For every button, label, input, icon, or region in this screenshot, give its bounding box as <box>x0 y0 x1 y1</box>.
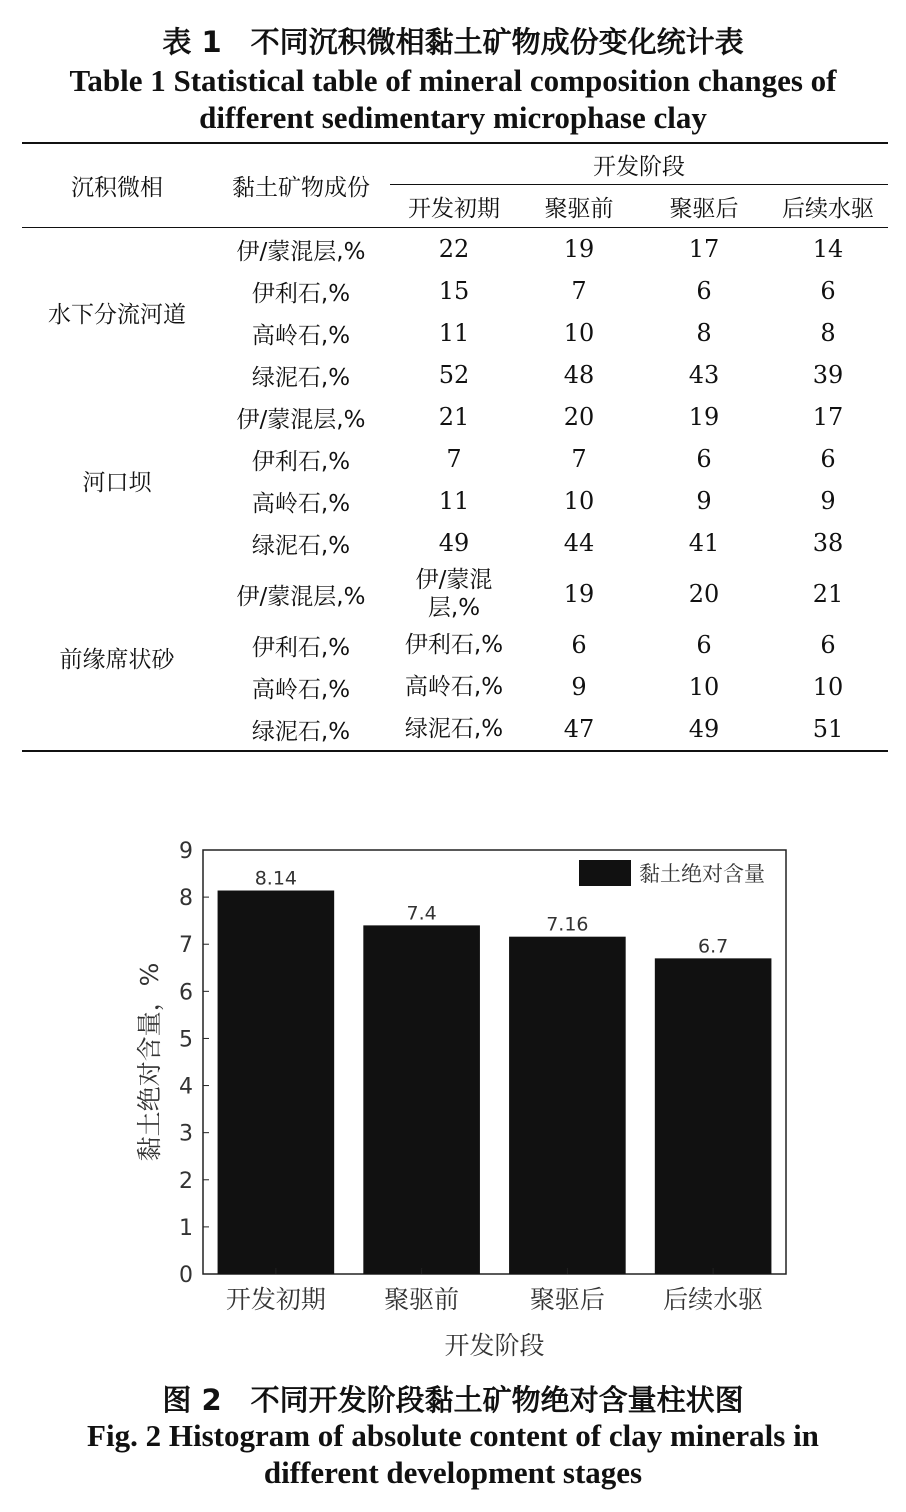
value-cell: 6 <box>820 277 836 305</box>
value-cell: 14 <box>812 235 844 263</box>
value-cell: 7 <box>571 445 587 473</box>
value-cell: 10 <box>563 487 595 515</box>
value-cell: 19 <box>563 235 595 263</box>
figure-caption-en-line1: Fig. 2 Histogram of absolute content of clay minerals in <box>87 1418 819 1453</box>
header-stage: 开发初期 <box>408 195 500 222</box>
clay-content-bar-chart <box>0 820 906 1380</box>
value-cell: 6 <box>696 631 712 659</box>
y-tick-label: 1 <box>179 1215 193 1241</box>
bar <box>655 958 772 1274</box>
y-tick-label: 0 <box>179 1263 193 1288</box>
value-cell: 49 <box>438 529 470 557</box>
mineral-cell: 伊/蒙混层,% <box>236 583 366 610</box>
value-cell: 6 <box>820 445 836 473</box>
x-tick-label: 聚驱前 <box>384 1285 460 1314</box>
y-tick-label: 5 <box>179 1027 193 1053</box>
y-tick-label: 3 <box>179 1121 193 1147</box>
figure-caption-cn: 图 2 不同开发阶段黏土矿物绝对含量柱状图 <box>162 1383 744 1417</box>
value-cell: 9 <box>696 487 712 515</box>
bar <box>509 937 626 1274</box>
table-row <box>22 396 888 438</box>
value-cell: 6 <box>696 445 712 473</box>
facies-cell: 前缘席状砂 <box>59 646 175 673</box>
mineral-cell: 伊利石,% <box>251 448 351 475</box>
x-tick-label: 后续水驱 <box>663 1285 764 1314</box>
value-cell: 6 <box>696 277 712 305</box>
x-tick-label: 开发初期 <box>225 1285 326 1314</box>
value-cell: 6 <box>571 631 587 659</box>
mineral-cell: 高岭石,% <box>251 490 351 517</box>
mineral-cell: 高岭石,% <box>251 322 351 349</box>
value-cell: 10 <box>688 673 720 701</box>
value-cell: 11 <box>438 319 470 347</box>
figure-caption-en-line2: different development stages <box>263 1455 643 1490</box>
value-cell: 47 <box>563 715 595 743</box>
value-cell: 绿泥石,% <box>404 716 504 742</box>
mineral-cell: 绿泥石,% <box>251 718 351 745</box>
value-cell: 48 <box>563 361 595 389</box>
y-tick-label: 8 <box>179 886 193 912</box>
mineral-cell: 绿泥石,% <box>251 532 351 559</box>
facies-cell: 河口坝 <box>82 469 152 496</box>
value-cell: 11 <box>438 487 470 515</box>
value-cell: 伊利石,% <box>404 632 504 658</box>
value-cell: 17 <box>812 403 844 431</box>
value-cell: 9 <box>820 487 836 515</box>
value-cell: 20 <box>563 403 595 431</box>
y-tick-label: 6 <box>179 980 193 1006</box>
mineral-cell: 伊/蒙混层,% <box>236 238 366 265</box>
value-cell: 高岭石,% <box>404 674 504 700</box>
header-mineral: 黏土矿物成份 <box>232 175 370 201</box>
mineral-composition-table <box>22 142 888 752</box>
mineral-cell: 伊利石,% <box>251 634 351 661</box>
value-cell: 38 <box>812 529 844 557</box>
header-stage-group: 开发阶段 <box>390 143 888 185</box>
value-cell: 21 <box>812 580 844 608</box>
value-cell: 8 <box>820 319 836 347</box>
value-cell: 7 <box>446 445 462 473</box>
value-cell: 15 <box>438 277 470 305</box>
value-cell: 6 <box>820 631 836 659</box>
x-tick-label: 聚驱后 <box>529 1285 605 1314</box>
value-cell: 41 <box>688 529 720 557</box>
data-label: 6.7 <box>698 935 729 958</box>
value-cell: 8 <box>696 319 712 347</box>
value-cell: 44 <box>563 529 595 557</box>
value-cell: 伊/蒙混 层,% <box>415 567 493 621</box>
bar <box>218 891 335 1274</box>
value-cell: 10 <box>812 673 844 701</box>
value-cell: 51 <box>812 715 844 743</box>
y-tick-label: 4 <box>179 1074 193 1100</box>
value-cell: 43 <box>688 361 720 389</box>
table-caption-cn: 表 1 不同沉积微相黏土矿物成份变化统计表 <box>162 25 744 59</box>
value-cell: 49 <box>688 715 720 743</box>
value-cell: 9 <box>571 673 587 701</box>
facies-cell: 水下分流河道 <box>48 301 186 328</box>
data-label: 7.16 <box>546 913 589 936</box>
legend-swatch <box>579 860 631 886</box>
legend-label: 黏土绝对含量 <box>639 862 765 886</box>
data-label: 8.14 <box>254 867 298 890</box>
value-cell: 10 <box>563 319 595 347</box>
data-label: 7.4 <box>406 902 437 925</box>
value-cell: 19 <box>688 403 720 431</box>
value-cell: 39 <box>812 361 844 389</box>
value-cell: 19 <box>563 580 595 608</box>
header-stage: 聚驱后 <box>669 195 739 222</box>
table-row <box>22 564 888 624</box>
mineral-cell: 伊利石,% <box>251 280 351 307</box>
y-tick-label: 2 <box>179 1168 193 1194</box>
value-cell: 52 <box>438 361 470 389</box>
bar <box>363 925 480 1274</box>
x-axis-label: 开发阶段 <box>444 1331 545 1360</box>
value-cell: 17 <box>688 235 720 263</box>
mineral-cell: 伊/蒙混层,% <box>236 406 366 433</box>
table-row <box>22 228 888 271</box>
mineral-cell: 高岭石,% <box>251 676 351 703</box>
y-tick-label: 9 <box>179 839 193 864</box>
table-caption-en-line2: different sedimentary microphase clay <box>199 100 707 135</box>
header-facies: 沉积微相 <box>71 175 163 201</box>
header-stage: 聚驱前 <box>544 195 614 222</box>
value-cell: 22 <box>438 235 470 263</box>
table-caption-en-line1: Table 1 Statistical table of mineral composition changes of <box>69 63 837 98</box>
y-tick-label: 7 <box>179 933 193 959</box>
mineral-cell: 绿泥石,% <box>251 364 351 391</box>
y-axis-label: 黏土绝对含量，% <box>135 962 164 1162</box>
value-cell: 7 <box>571 277 587 305</box>
header-stage: 后续水驱 <box>782 195 874 222</box>
value-cell: 21 <box>438 403 470 431</box>
value-cell: 20 <box>688 580 720 608</box>
